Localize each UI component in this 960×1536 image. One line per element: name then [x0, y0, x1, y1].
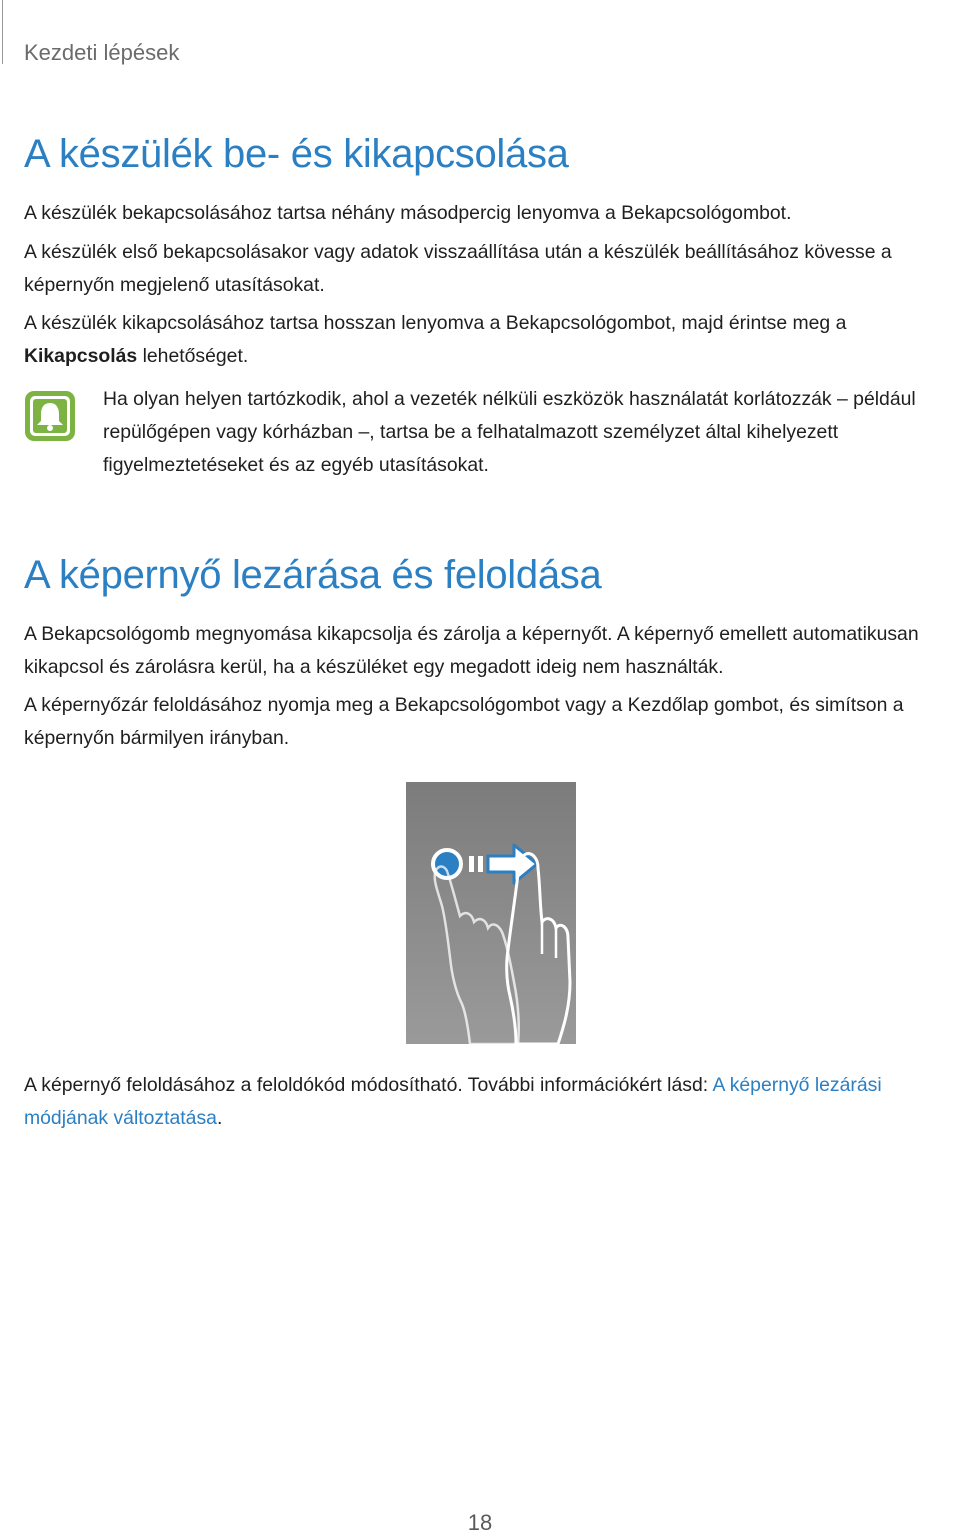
unlock-method-text-end: . — [216, 1107, 223, 1129]
paragraph-lock-screen: A Bekapcsológomb megnyomása kikapcsolja és zárolja a képernyőt. A képernyő emellett automatikusan kikapcsol és zárolásra kerül, ha a készüléket egy megadott ideig nem használták. — [24, 623, 919, 678]
unlock-method-text: A képernyő feloldásához a feloldókód módosítható. További információkért lásd: — [24, 1074, 713, 1096]
paragraph-unlock-method — [24, 1069, 956, 1135]
page-number: 18 — [467, 1510, 493, 1535]
section-title-power: A készülék be- és kikapcsolása — [24, 132, 569, 176]
page-margin-rule — [2, 0, 3, 64]
section-title-lock: A képernyő lezárása és feloldása — [24, 553, 602, 597]
paragraph-unlock-screen: A képernyőzár feloldásához nyomja meg a Bekapcsológombot vagy a Kezdőlap gombot, és simítson a képernyőn bármilyen irányban. — [24, 694, 904, 749]
swipe-gesture-icon — [406, 782, 576, 1044]
power-off-text-start: A készülék kikapcsolásához tartsa hosszan lenyomva a Bekapcsológombot, majd érintse meg a — [24, 312, 847, 334]
paragraph-first-setup: A készülék első bekapcsolásakor vagy adatok visszaállítása után a készülék beállításához kövesse a képernyőn megjelenő utasításokat. — [24, 241, 892, 296]
running-header: Kezdeti lépések — [24, 40, 180, 65]
bell-icon — [24, 390, 76, 442]
power-off-text-end: lehetőséget. — [137, 345, 249, 367]
paragraph-power-off — [24, 307, 956, 373]
notice-text: Ha olyan helyen tartózkodik, ahol a vezeték nélküli eszközök használatát korlátozzák – például repülőgépen vagy kórházban –, tartsa be a felhatalmazott személyzet által kihelyezett figyelmeztetéseket és az egyéb utasításokat. — [103, 388, 916, 476]
paragraph-power-on: A készülék bekapcsolásához tartsa néhány másodpercig lenyomva a Bekapcsológombot. — [24, 202, 792, 224]
screen-lock-method-link[interactable]: A képernyő lezárási módjának változtatása — [24, 1074, 882, 1129]
power-off-option-label: Kikapcsolás — [24, 345, 138, 367]
